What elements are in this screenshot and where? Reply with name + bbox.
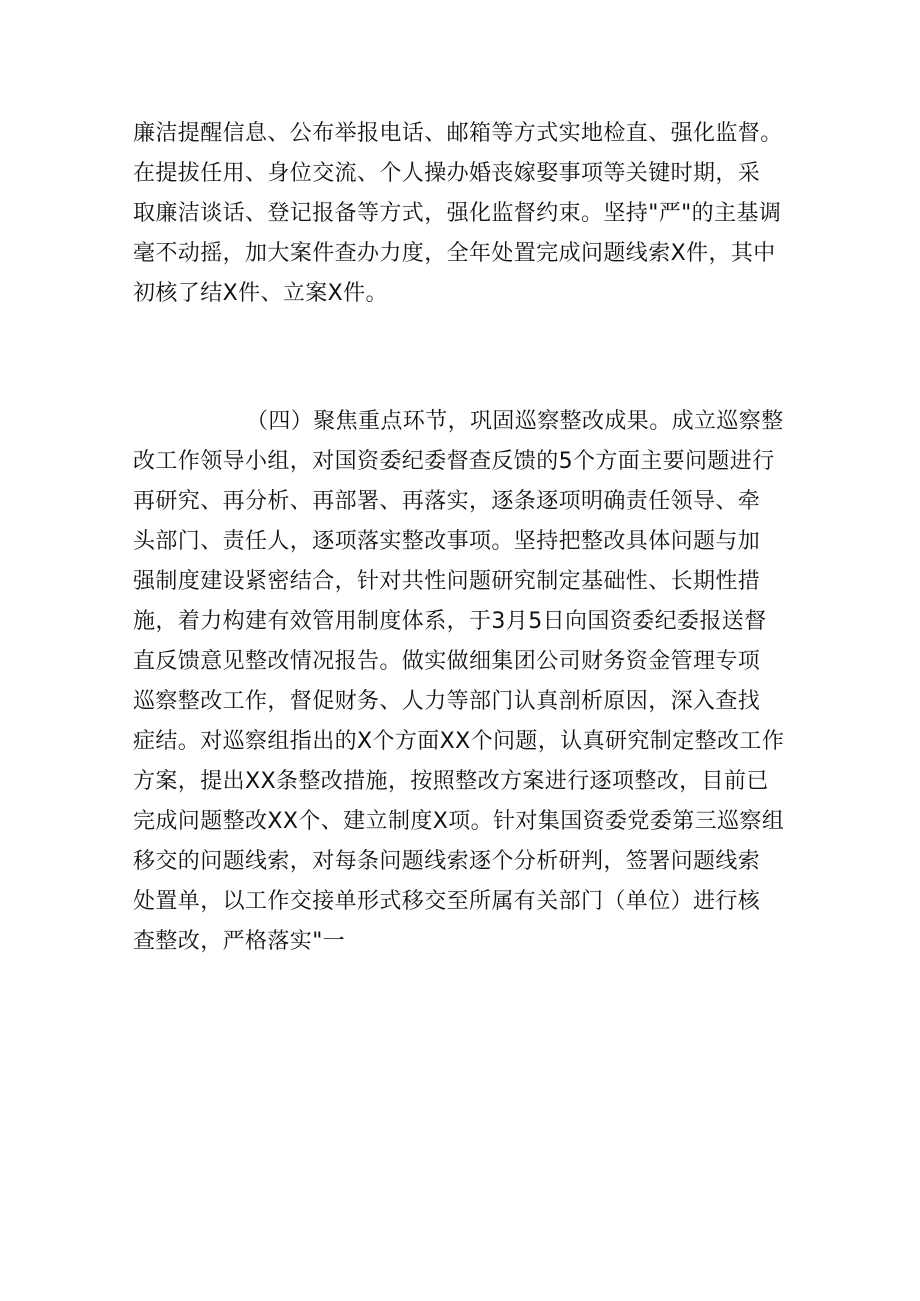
text-line: 直反馈意见整改情况报告。做实做细集团公司财务资金管理专项 bbox=[133, 649, 761, 674]
text-line: 初核了结X件、立案X件。 bbox=[133, 281, 388, 306]
text-line: 取廉洁谈话、登记报备等方式，强化监督约束。坚持"严"的主基调 bbox=[133, 201, 782, 226]
text-line: 强制度建设紧密结合，针对共性问题研究制定基础性、长期性措 bbox=[133, 569, 761, 594]
text-line: 移交的问题线索，对每条问题线索逐个分析研判，签署问题线索 bbox=[133, 849, 761, 874]
text-line: 巡察整改工作，督促财务、人力等部门认真剖析原因，深入查找 bbox=[133, 689, 761, 714]
section-heading-line: （四）聚焦重点环节，巩固巡察整改成果。成立巡察整 bbox=[246, 409, 784, 434]
text-line: 处置单，以工作交接单形式移交至所属有关部门（单位）进行核 bbox=[133, 889, 761, 914]
text-line: 再研究、再分析、再部署、再落实，逐条逐项明确责任领导、牵 bbox=[133, 489, 761, 514]
text-line: 毫不动摇，加大案件查办力度，全年处置完成问题线索X件，其中 bbox=[133, 241, 776, 266]
text-line: 症结。对巡察组指出的X个方面XX个问题，认真研究制定整改工作 bbox=[133, 729, 785, 754]
text-line: 改工作领导小组，对国资委纪委督查反馈的5个方面主要问题进行 bbox=[133, 449, 775, 474]
text-line: 在提拔任用、身位交流、个人操办婚丧嫁娶事项等关键时期，采 bbox=[133, 161, 761, 186]
text-line: 完成问题整改XX个、建立制度X项。针对集国资委党委第三巡察组 bbox=[133, 809, 785, 834]
text-line: 方案，提出XX条整改措施，按照整改方案进行逐项整改，目前已 bbox=[133, 769, 769, 794]
paragraph-inspection-rectification bbox=[133, 402, 803, 962]
text-line: 查整改，严格落实"一 bbox=[133, 929, 346, 954]
text-line: 头部门、责任人，逐项落实整改事项。坚持把整改具体问题与加 bbox=[133, 529, 761, 554]
paragraph-supervision bbox=[133, 114, 803, 314]
text-line: 廉洁提醒信息、公布举报电话、邮箱等方式实地检直、强化监督。 bbox=[133, 121, 783, 146]
text-line: 施，着力构建有效管用制度体系，于3月5日向国资委纪委报送督 bbox=[133, 609, 767, 634]
